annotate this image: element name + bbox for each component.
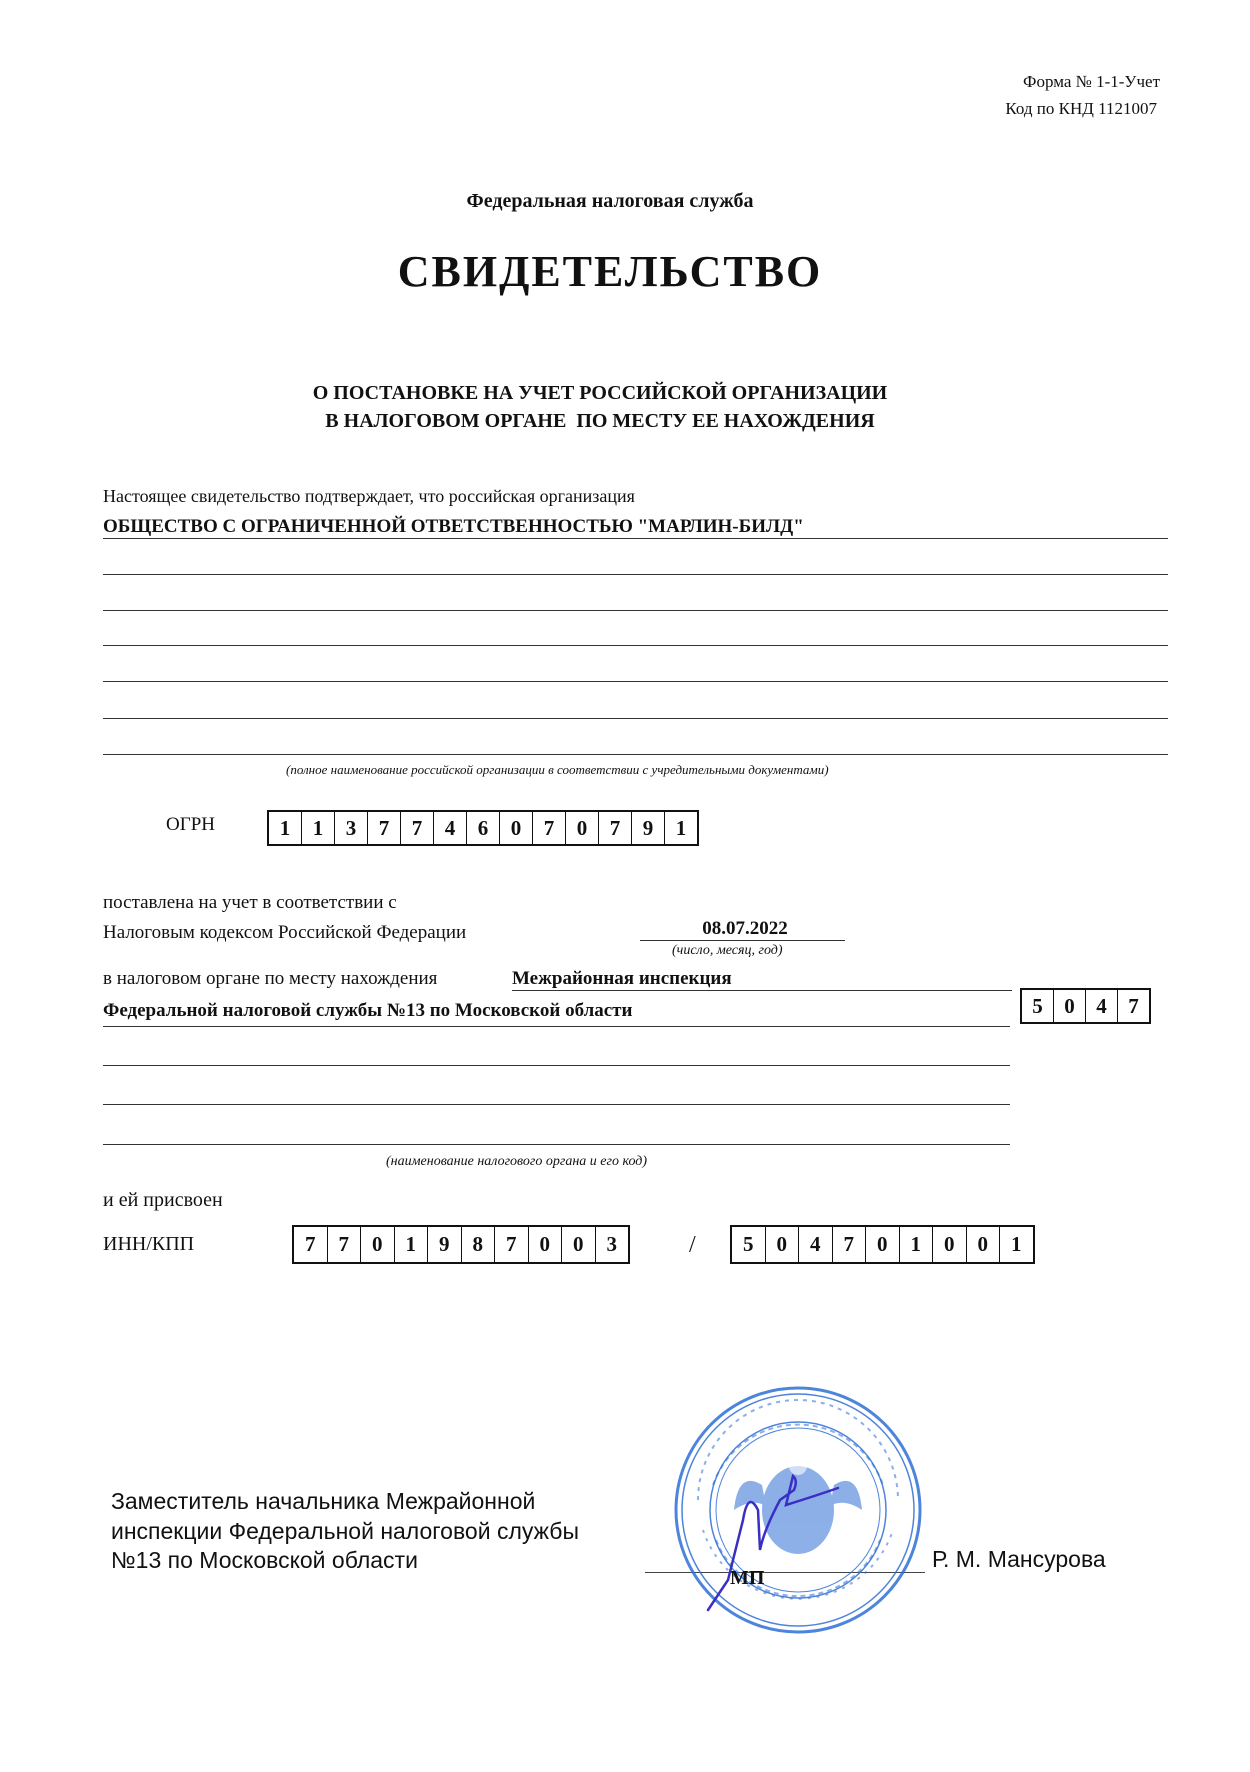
ogrn-digit: 1 bbox=[269, 812, 302, 844]
tax-authority-line-3 bbox=[103, 1065, 1010, 1066]
organization-intro: Настоящее свидетельство подтверждает, что российская организация bbox=[103, 486, 635, 506]
org-line-3 bbox=[103, 610, 1168, 611]
tax-authority-name-2: Федеральной налоговой службы №13 по Московской области bbox=[103, 1000, 633, 1021]
document-title: СВИДЕТЕЛЬСТВО bbox=[397, 247, 823, 296]
kpp-digit: 0 bbox=[866, 1227, 900, 1262]
ogrn-digit: 7 bbox=[368, 812, 401, 844]
ogrn-digit: 0 bbox=[566, 812, 599, 844]
inn-kpp-separator: / bbox=[689, 1232, 696, 1258]
kpp-digit: 0 bbox=[766, 1227, 800, 1262]
registration-date: 08.07.2022 bbox=[702, 918, 788, 939]
tax-authority-line-2 bbox=[103, 1026, 1010, 1027]
inn-digit: 7 bbox=[294, 1227, 328, 1262]
org-line-4 bbox=[103, 645, 1168, 646]
registration-line-1: поставлена на учет в соответствии с bbox=[103, 892, 397, 913]
inn-digit: 7 bbox=[495, 1227, 529, 1262]
org-line-1 bbox=[103, 538, 1168, 539]
tax-authority-prefix: в налоговом органе по месту нахождения bbox=[103, 968, 438, 989]
inn-digit: 0 bbox=[529, 1227, 563, 1262]
signatory-name: Р. М. Мансурова bbox=[932, 1546, 1106, 1572]
inn-digit: 9 bbox=[428, 1227, 462, 1262]
tax-code-digit: 7 bbox=[1128, 993, 1139, 1018]
organization-name: ОБЩЕСТВО С ОГРАНИЧЕННОЙ ОТВЕТСТВЕННОСТЬЮ "МАРЛИН-БИЛД" bbox=[103, 516, 804, 537]
tax-code-digit: 4 bbox=[1086, 990, 1118, 1022]
form-number: Форма № 1-1-Учет bbox=[1023, 72, 1160, 91]
registration-line-2: Налоговым кодексом Российской Федерации bbox=[103, 922, 467, 943]
org-line-2 bbox=[103, 574, 1168, 575]
assigned-label: и ей присвоен bbox=[103, 1189, 223, 1211]
ogrn-digit: 7 bbox=[401, 812, 434, 844]
tax-authority-name-1: Межрайонная инспекция bbox=[512, 968, 732, 989]
ogrn-digit: 1 bbox=[302, 812, 335, 844]
tax-authority-line-5 bbox=[103, 1144, 1010, 1145]
signatory-position-1: Заместитель начальника Межрайонной bbox=[111, 1488, 536, 1514]
ogrn-digit: 9 bbox=[632, 812, 665, 844]
inn-cells bbox=[292, 1225, 630, 1264]
inn-digit: 1 bbox=[395, 1227, 429, 1262]
tax-code-digit: 0 bbox=[1054, 990, 1086, 1022]
ogrn-digit: 1 bbox=[675, 815, 687, 840]
ogrn-label: ОГРН bbox=[166, 814, 215, 835]
org-line-6 bbox=[103, 718, 1168, 719]
org-line-7 bbox=[103, 754, 1168, 755]
ogrn-digit: 4 bbox=[434, 812, 467, 844]
inn-digit: 7 bbox=[328, 1227, 362, 1262]
kpp-digit: 1 bbox=[900, 1227, 934, 1262]
ogrn-cells bbox=[267, 810, 699, 846]
kpp-cells bbox=[730, 1225, 1035, 1264]
organization-caption: (полное наименование российской организации в соответствии с учредительными документами) bbox=[286, 762, 829, 777]
stamp-mark: МП bbox=[730, 1567, 765, 1589]
kpp-digit: 4 bbox=[799, 1227, 833, 1262]
date-underline bbox=[640, 940, 845, 941]
official-stamp bbox=[668, 1380, 928, 1640]
tax-authority-line-1 bbox=[512, 990, 1012, 991]
tax-code-digit: 5 bbox=[1022, 990, 1054, 1022]
agency-name: Федеральная налоговая служба bbox=[466, 190, 754, 212]
tax-authority-caption: (наименование налогового органа и его код) bbox=[386, 1154, 648, 1169]
inn-digit: 0 bbox=[361, 1227, 395, 1262]
kpp-digit: 0 bbox=[967, 1227, 1001, 1262]
signatory-position-3: №13 по Московской области bbox=[111, 1547, 418, 1573]
inn-digit: 0 bbox=[562, 1227, 596, 1262]
kpp-digit: 0 bbox=[933, 1227, 967, 1262]
date-caption: (число, месяц, год) bbox=[672, 943, 783, 958]
tax-authority-line-4 bbox=[103, 1104, 1010, 1105]
knd-code: Код по КНД 1121007 bbox=[1005, 99, 1157, 118]
inn-kpp-label: ИНН/КПП bbox=[103, 1233, 195, 1255]
ogrn-digit: 7 bbox=[533, 812, 566, 844]
kpp-digit: 5 bbox=[732, 1227, 766, 1262]
ogrn-digit: 6 bbox=[467, 812, 500, 844]
inn-digit: 8 bbox=[462, 1227, 496, 1262]
ogrn-digit: 7 bbox=[599, 812, 632, 844]
subtitle-line-2: В НАЛОГОВОМ ОРГАНЕ ПО МЕСТУ ЕЕ НАХОЖДЕНИЯ bbox=[325, 410, 875, 432]
kpp-digit: 1 bbox=[1011, 1232, 1022, 1256]
tax-authority-code-cells bbox=[1020, 988, 1151, 1024]
ogrn-digit: 3 bbox=[335, 812, 368, 844]
inn-digit: 3 bbox=[606, 1232, 617, 1256]
org-line-5 bbox=[103, 681, 1168, 682]
kpp-digit: 7 bbox=[833, 1227, 867, 1262]
subtitle-line-1: О ПОСТАНОВКЕ НА УЧЕТ РОССИЙСКОЙ ОРГАНИЗАЦИИ bbox=[312, 382, 888, 404]
ogrn-digit: 0 bbox=[500, 812, 533, 844]
signatory-position-2: инспекции Федеральной налоговой службы bbox=[111, 1518, 579, 1544]
